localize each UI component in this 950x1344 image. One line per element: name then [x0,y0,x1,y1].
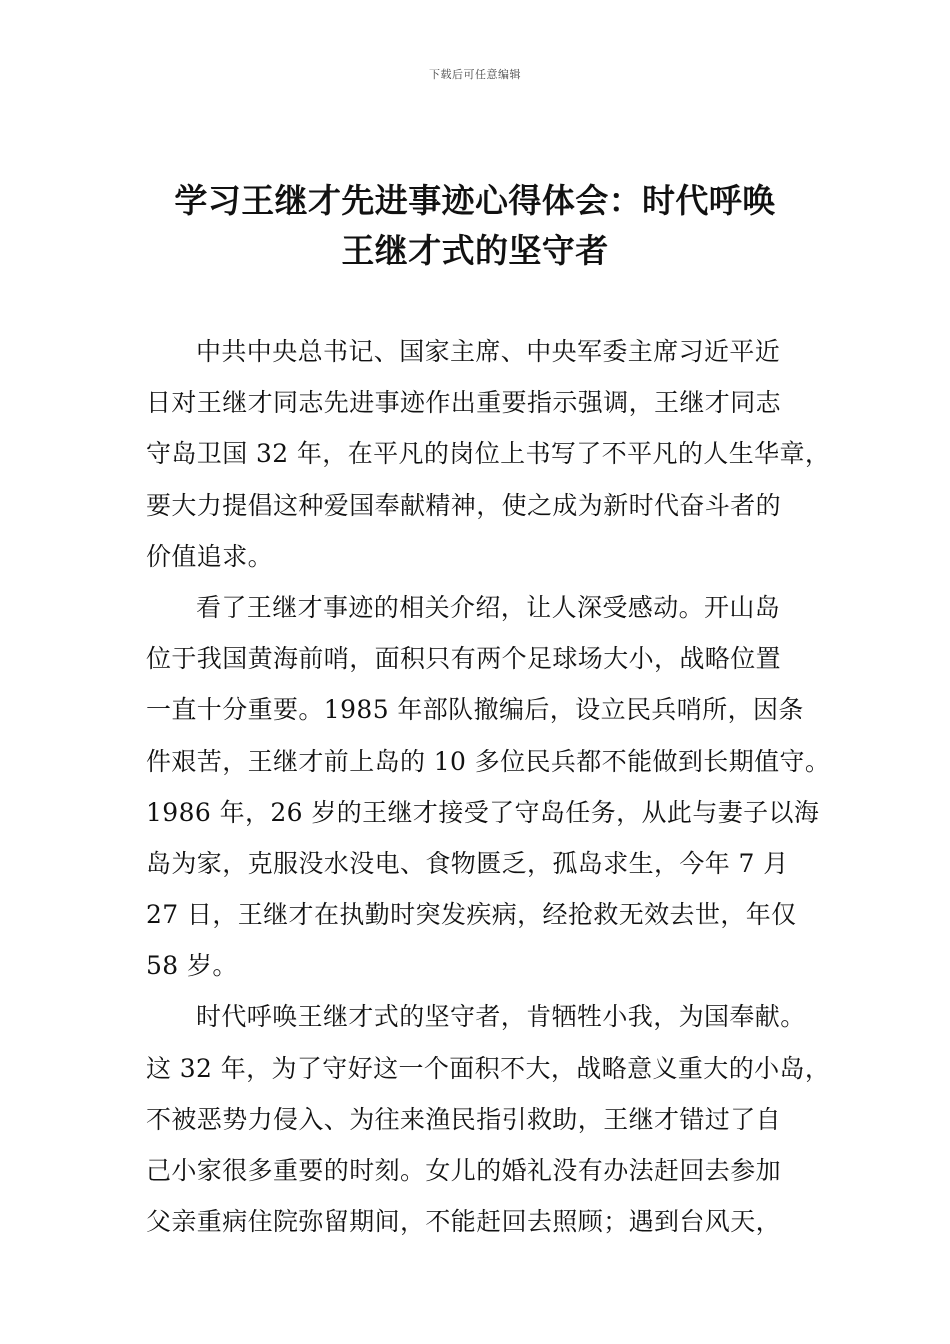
paragraph-2-line: 1986 年，26 岁的王继才接受了守岛任务，从此与妻子以海 [146,797,820,827]
paragraph-3-line: 父亲重病住院弥留期间，不能赶回去照顾；遇到台风天， [146,1207,782,1237]
paragraph-3-line: 这 32 年，为了守好这一个面积不大，战略意义重大的小岛， [146,1053,831,1083]
paragraph-2-line: 件艰苦，王继才前上岛的 10 多位民兵都不能做到长期值守。 [146,746,831,776]
paragraph-1-line: 日对王继才同志先进事迹作出重要指示强调，王继才同志 [146,388,782,418]
title-line-1: 学习王继才先进事迹心得体会：时代呼唤 [174,181,776,220]
paragraph-2-line: 位于我国黄海前哨，面积只有两个足球场大小，战略位置 [146,644,782,674]
paragraph-2-line: 58 岁。 [146,951,238,981]
document-title [100,176,850,276]
paragraph-3-line: 时代呼唤王继才式的坚守者，肯牺牲小我，为国奉献。 [196,1002,806,1032]
paragraph-1-line: 价值追求。 [146,541,274,571]
title-line-2: 王继才式的坚守者 [341,231,609,270]
document-body [146,326,836,1247]
page-header-note: 下载后可任意编辑 [429,68,521,81]
paragraph-1-line: 中共中央总书记、国家主席、中央军委主席习近平近 [196,337,781,366]
paragraph-2-line: 一直十分重要。1985 年部队撤编后，设立民兵哨所，因条 [146,695,804,725]
paragraph-3-line: 不被恶势力侵入、为往来渔民指引救助，王继才错过了自 [146,1104,782,1134]
paragraph-2-line: 27 日，王继才在执勤时突发疾病，经抢救无效去世，年仅 [146,900,797,930]
paragraph-1-line: 守岛卫国 32 年，在平凡的岗位上书写了不平凡的人生华章， [146,439,831,469]
paragraph-2-line: 岛为家，克服没水没电、食物匮乏，孤岛求生，今年 7 月 [146,848,789,878]
paragraph-3-line: 己小家很多重要的时刻。女儿的婚礼没有办法赶回去参加 [146,1156,782,1185]
paragraph-2-line: 看了王继才事迹的相关介绍，让人深受感动。开山岛 [196,592,781,622]
paragraph-1-line: 要大力提倡这种爱国奉献精神，使之成为新时代奋斗者的 [146,490,782,520]
